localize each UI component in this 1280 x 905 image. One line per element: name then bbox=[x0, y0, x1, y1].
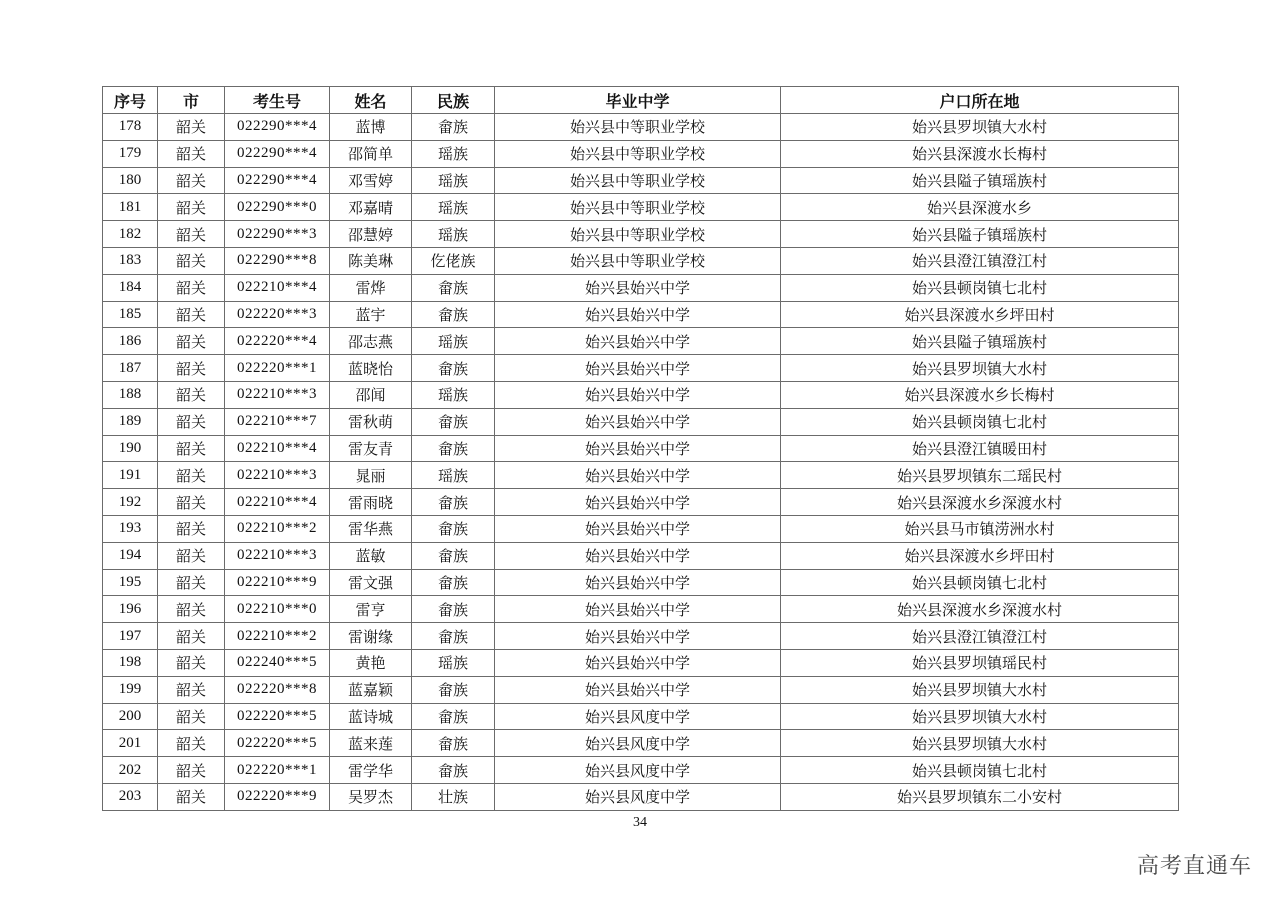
cell-seq: 195 bbox=[103, 569, 158, 596]
cell-seq: 178 bbox=[103, 114, 158, 141]
cell-city: 韶关 bbox=[158, 167, 225, 194]
cell-city: 韶关 bbox=[158, 730, 225, 757]
cell-name: 蓝嘉颖 bbox=[330, 676, 412, 703]
cell-name: 黄艳 bbox=[330, 649, 412, 676]
table-row bbox=[103, 596, 1179, 623]
table-row bbox=[103, 462, 1179, 489]
cell-residence: 始兴县罗坝镇大水村 bbox=[781, 703, 1179, 730]
cell-name: 蓝来莲 bbox=[330, 730, 412, 757]
cell-ethnicity: 畲族 bbox=[412, 274, 495, 301]
cell-name: 雷谢缘 bbox=[330, 623, 412, 650]
cell-city: 韶关 bbox=[158, 194, 225, 221]
cell-school: 始兴县始兴中学 bbox=[495, 301, 781, 328]
header-ethnicity: 民族 bbox=[412, 87, 495, 114]
cell-residence: 始兴县深渡水乡 bbox=[781, 194, 1179, 221]
cell-ethnicity: 瑶族 bbox=[412, 328, 495, 355]
cell-ethnicity: 畲族 bbox=[412, 676, 495, 703]
page-number: 34 bbox=[633, 815, 647, 830]
cell-school: 始兴县风度中学 bbox=[495, 757, 781, 784]
table-row bbox=[103, 623, 1179, 650]
cell-school: 始兴县中等职业学校 bbox=[495, 194, 781, 221]
cell-residence: 始兴县深渡水乡长梅村 bbox=[781, 381, 1179, 408]
table-row bbox=[103, 489, 1179, 516]
cell-school: 始兴县中等职业学校 bbox=[495, 167, 781, 194]
cell-residence: 始兴县罗坝镇大水村 bbox=[781, 355, 1179, 382]
cell-seq: 198 bbox=[103, 649, 158, 676]
cell-residence: 始兴县罗坝镇东二小安村 bbox=[781, 783, 1179, 810]
cell-ethnicity: 畲族 bbox=[412, 489, 495, 516]
cell-name: 晁丽 bbox=[330, 462, 412, 489]
header-seq: 序号 bbox=[103, 87, 158, 114]
cell-city: 韶关 bbox=[158, 489, 225, 516]
table-row bbox=[103, 221, 1179, 248]
cell-residence: 始兴县罗坝镇大水村 bbox=[781, 676, 1179, 703]
cell-school: 始兴县始兴中学 bbox=[495, 515, 781, 542]
cell-residence: 始兴县澄江镇澄江村 bbox=[781, 247, 1179, 274]
cell-ethnicity: 瑶族 bbox=[412, 462, 495, 489]
cell-name: 邵慧婷 bbox=[330, 221, 412, 248]
cell-residence: 始兴县顿岗镇七北村 bbox=[781, 274, 1179, 301]
cell-ethnicity: 畲族 bbox=[412, 355, 495, 382]
cell-city: 韶关 bbox=[158, 301, 225, 328]
cell-seq: 194 bbox=[103, 542, 158, 569]
cell-school: 始兴县始兴中学 bbox=[495, 328, 781, 355]
table-row bbox=[103, 381, 1179, 408]
table-row bbox=[103, 140, 1179, 167]
cell-seq: 185 bbox=[103, 301, 158, 328]
cell-name: 邵简单 bbox=[330, 140, 412, 167]
cell-ethnicity: 畲族 bbox=[412, 515, 495, 542]
cell-school: 始兴县中等职业学校 bbox=[495, 221, 781, 248]
cell-city: 韶关 bbox=[158, 381, 225, 408]
cell-residence: 始兴县澄江镇暖田村 bbox=[781, 435, 1179, 462]
cell-ethnicity: 壮族 bbox=[412, 783, 495, 810]
header-residence: 户口所在地 bbox=[781, 87, 1179, 114]
cell-seq: 201 bbox=[103, 730, 158, 757]
cell-name: 雷秋萌 bbox=[330, 408, 412, 435]
table-row bbox=[103, 328, 1179, 355]
cell-ethnicity: 瑶族 bbox=[412, 167, 495, 194]
cell-city: 韶关 bbox=[158, 596, 225, 623]
table-row bbox=[103, 194, 1179, 221]
cell-school: 始兴县始兴中学 bbox=[495, 569, 781, 596]
cell-residence: 始兴县罗坝镇瑶民村 bbox=[781, 649, 1179, 676]
cell-exam-id: 022210***4 bbox=[225, 274, 330, 301]
cell-residence: 始兴县隘子镇瑶族村 bbox=[781, 167, 1179, 194]
cell-school: 始兴县始兴中学 bbox=[495, 381, 781, 408]
cell-ethnicity: 瑶族 bbox=[412, 381, 495, 408]
table-row bbox=[103, 515, 1179, 542]
cell-exam-id: 022220***5 bbox=[225, 703, 330, 730]
cell-school: 始兴县始兴中学 bbox=[495, 435, 781, 462]
cell-city: 韶关 bbox=[158, 542, 225, 569]
cell-residence: 始兴县深渡水乡深渡水村 bbox=[781, 489, 1179, 516]
header-name: 姓名 bbox=[330, 87, 412, 114]
cell-residence: 始兴县深渡水乡坪田村 bbox=[781, 542, 1179, 569]
cell-exam-id: 022210***9 bbox=[225, 569, 330, 596]
header-exam-id: 考生号 bbox=[225, 87, 330, 114]
cell-school: 始兴县风度中学 bbox=[495, 703, 781, 730]
cell-name: 吴罗杰 bbox=[330, 783, 412, 810]
cell-exam-id: 022220***1 bbox=[225, 757, 330, 784]
table-header bbox=[103, 87, 1179, 114]
cell-seq: 188 bbox=[103, 381, 158, 408]
table-row bbox=[103, 783, 1179, 810]
cell-exam-id: 022210***0 bbox=[225, 596, 330, 623]
table-row bbox=[103, 167, 1179, 194]
cell-school: 始兴县中等职业学校 bbox=[495, 140, 781, 167]
cell-residence: 始兴县深渡水乡深渡水村 bbox=[781, 596, 1179, 623]
table-row bbox=[103, 569, 1179, 596]
cell-city: 韶关 bbox=[158, 355, 225, 382]
cell-city: 韶关 bbox=[158, 247, 225, 274]
cell-city: 韶关 bbox=[158, 569, 225, 596]
cell-seq: 200 bbox=[103, 703, 158, 730]
cell-seq: 203 bbox=[103, 783, 158, 810]
cell-school: 始兴县风度中学 bbox=[495, 730, 781, 757]
cell-name: 雷文强 bbox=[330, 569, 412, 596]
cell-exam-id: 022290***4 bbox=[225, 114, 330, 141]
cell-name: 雷亨 bbox=[330, 596, 412, 623]
cell-seq: 186 bbox=[103, 328, 158, 355]
cell-city: 韶关 bbox=[158, 221, 225, 248]
cell-city: 韶关 bbox=[158, 649, 225, 676]
cell-ethnicity: 畲族 bbox=[412, 408, 495, 435]
cell-exam-id: 022290***4 bbox=[225, 140, 330, 167]
cell-residence: 始兴县罗坝镇大水村 bbox=[781, 114, 1179, 141]
cell-school: 始兴县始兴中学 bbox=[495, 274, 781, 301]
header-row bbox=[103, 87, 1179, 114]
cell-ethnicity: 畲族 bbox=[412, 730, 495, 757]
cell-school: 始兴县中等职业学校 bbox=[495, 247, 781, 274]
cell-school: 始兴县始兴中学 bbox=[495, 355, 781, 382]
cell-seq: 179 bbox=[103, 140, 158, 167]
table-row bbox=[103, 408, 1179, 435]
cell-seq: 197 bbox=[103, 623, 158, 650]
cell-city: 韶关 bbox=[158, 408, 225, 435]
cell-seq: 182 bbox=[103, 221, 158, 248]
cell-name: 蓝诗城 bbox=[330, 703, 412, 730]
cell-school: 始兴县始兴中学 bbox=[495, 649, 781, 676]
cell-city: 韶关 bbox=[158, 623, 225, 650]
cell-ethnicity: 畲族 bbox=[412, 703, 495, 730]
cell-exam-id: 022220***1 bbox=[225, 355, 330, 382]
cell-school: 始兴县风度中学 bbox=[495, 783, 781, 810]
cell-school: 始兴县始兴中学 bbox=[495, 596, 781, 623]
cell-name: 邓嘉晴 bbox=[330, 194, 412, 221]
cell-ethnicity: 瑶族 bbox=[412, 140, 495, 167]
cell-exam-id: 022210***3 bbox=[225, 542, 330, 569]
cell-residence: 始兴县隘子镇瑶族村 bbox=[781, 328, 1179, 355]
table-row bbox=[103, 730, 1179, 757]
cell-seq: 189 bbox=[103, 408, 158, 435]
student-roster-table bbox=[102, 86, 1179, 811]
cell-school: 始兴县始兴中学 bbox=[495, 462, 781, 489]
cell-residence: 始兴县罗坝镇东二瑶民村 bbox=[781, 462, 1179, 489]
cell-school: 始兴县始兴中学 bbox=[495, 542, 781, 569]
cell-name: 邵志燕 bbox=[330, 328, 412, 355]
table-row bbox=[103, 676, 1179, 703]
table-row bbox=[103, 301, 1179, 328]
cell-name: 陈美琳 bbox=[330, 247, 412, 274]
cell-name: 雷华燕 bbox=[330, 515, 412, 542]
cell-ethnicity: 瑶族 bbox=[412, 649, 495, 676]
cell-ethnicity: 畲族 bbox=[412, 435, 495, 462]
cell-exam-id: 022220***9 bbox=[225, 783, 330, 810]
cell-exam-id: 022290***4 bbox=[225, 167, 330, 194]
cell-exam-id: 022290***3 bbox=[225, 221, 330, 248]
cell-city: 韶关 bbox=[158, 328, 225, 355]
cell-ethnicity: 畲族 bbox=[412, 596, 495, 623]
cell-exam-id: 022220***3 bbox=[225, 301, 330, 328]
cell-ethnicity: 瑶族 bbox=[412, 221, 495, 248]
cell-exam-id: 022210***4 bbox=[225, 489, 330, 516]
cell-city: 韶关 bbox=[158, 515, 225, 542]
cell-residence: 始兴县深渡水长梅村 bbox=[781, 140, 1179, 167]
cell-exam-id: 022210***2 bbox=[225, 623, 330, 650]
table-row bbox=[103, 757, 1179, 784]
cell-seq: 181 bbox=[103, 194, 158, 221]
cell-city: 韶关 bbox=[158, 676, 225, 703]
cell-name: 邓雪婷 bbox=[330, 167, 412, 194]
cell-seq: 183 bbox=[103, 247, 158, 274]
cell-exam-id: 022240***5 bbox=[225, 649, 330, 676]
table-row bbox=[103, 435, 1179, 462]
cell-residence: 始兴县顿岗镇七北村 bbox=[781, 408, 1179, 435]
cell-exam-id: 022210***3 bbox=[225, 381, 330, 408]
cell-seq: 184 bbox=[103, 274, 158, 301]
table-row bbox=[103, 114, 1179, 141]
cell-name: 邵闻 bbox=[330, 381, 412, 408]
cell-ethnicity: 畲族 bbox=[412, 569, 495, 596]
cell-city: 韶关 bbox=[158, 140, 225, 167]
cell-city: 韶关 bbox=[158, 783, 225, 810]
cell-school: 始兴县始兴中学 bbox=[495, 489, 781, 516]
table-row bbox=[103, 274, 1179, 301]
cell-city: 韶关 bbox=[158, 435, 225, 462]
cell-exam-id: 022220***4 bbox=[225, 328, 330, 355]
table-row bbox=[103, 355, 1179, 382]
cell-exam-id: 022290***0 bbox=[225, 194, 330, 221]
cell-name: 蓝敏 bbox=[330, 542, 412, 569]
cell-seq: 187 bbox=[103, 355, 158, 382]
cell-seq: 193 bbox=[103, 515, 158, 542]
cell-city: 韶关 bbox=[158, 114, 225, 141]
cell-seq: 180 bbox=[103, 167, 158, 194]
cell-residence: 始兴县深渡水乡坪田村 bbox=[781, 301, 1179, 328]
cell-exam-id: 022210***3 bbox=[225, 462, 330, 489]
cell-ethnicity: 畲族 bbox=[412, 301, 495, 328]
cell-residence: 始兴县澄江镇澄江村 bbox=[781, 623, 1179, 650]
cell-city: 韶关 bbox=[158, 462, 225, 489]
cell-ethnicity: 仡佬族 bbox=[412, 247, 495, 274]
cell-exam-id: 022210***7 bbox=[225, 408, 330, 435]
cell-seq: 192 bbox=[103, 489, 158, 516]
cell-exam-id: 022210***2 bbox=[225, 515, 330, 542]
cell-name: 雷学华 bbox=[330, 757, 412, 784]
cell-school: 始兴县始兴中学 bbox=[495, 676, 781, 703]
cell-school: 始兴县始兴中学 bbox=[495, 408, 781, 435]
table-body bbox=[103, 114, 1179, 811]
cell-ethnicity: 畲族 bbox=[412, 114, 495, 141]
cell-ethnicity: 畲族 bbox=[412, 623, 495, 650]
cell-name: 蓝博 bbox=[330, 114, 412, 141]
table-row bbox=[103, 703, 1179, 730]
cell-ethnicity: 畲族 bbox=[412, 542, 495, 569]
cell-ethnicity: 畲族 bbox=[412, 757, 495, 784]
cell-residence: 始兴县马市镇涝洲水村 bbox=[781, 515, 1179, 542]
cell-seq: 196 bbox=[103, 596, 158, 623]
cell-residence: 始兴县顿岗镇七北村 bbox=[781, 569, 1179, 596]
cell-exam-id: 022210***4 bbox=[225, 435, 330, 462]
cell-exam-id: 022290***8 bbox=[225, 247, 330, 274]
cell-seq: 202 bbox=[103, 757, 158, 784]
cell-city: 韶关 bbox=[158, 757, 225, 784]
cell-residence: 始兴县隘子镇瑶族村 bbox=[781, 221, 1179, 248]
cell-seq: 199 bbox=[103, 676, 158, 703]
cell-seq: 191 bbox=[103, 462, 158, 489]
table-row bbox=[103, 649, 1179, 676]
cell-ethnicity: 瑶族 bbox=[412, 194, 495, 221]
cell-school: 始兴县中等职业学校 bbox=[495, 114, 781, 141]
cell-residence: 始兴县罗坝镇大水村 bbox=[781, 730, 1179, 757]
cell-name: 雷烨 bbox=[330, 274, 412, 301]
cell-exam-id: 022220***5 bbox=[225, 730, 330, 757]
cell-residence: 始兴县顿岗镇七北村 bbox=[781, 757, 1179, 784]
watermark-text: 高考直通车 bbox=[1136, 854, 1252, 879]
cell-exam-id: 022220***8 bbox=[225, 676, 330, 703]
cell-name: 蓝宇 bbox=[330, 301, 412, 328]
cell-seq: 190 bbox=[103, 435, 158, 462]
table-row bbox=[103, 247, 1179, 274]
cell-city: 韶关 bbox=[158, 274, 225, 301]
cell-name: 蓝晓怡 bbox=[330, 355, 412, 382]
cell-city: 韶关 bbox=[158, 703, 225, 730]
table-row bbox=[103, 542, 1179, 569]
cell-school: 始兴县始兴中学 bbox=[495, 623, 781, 650]
header-school: 毕业中学 bbox=[495, 87, 781, 114]
cell-name: 雷友青 bbox=[330, 435, 412, 462]
header-city: 市 bbox=[158, 87, 225, 114]
cell-name: 雷雨晓 bbox=[330, 489, 412, 516]
